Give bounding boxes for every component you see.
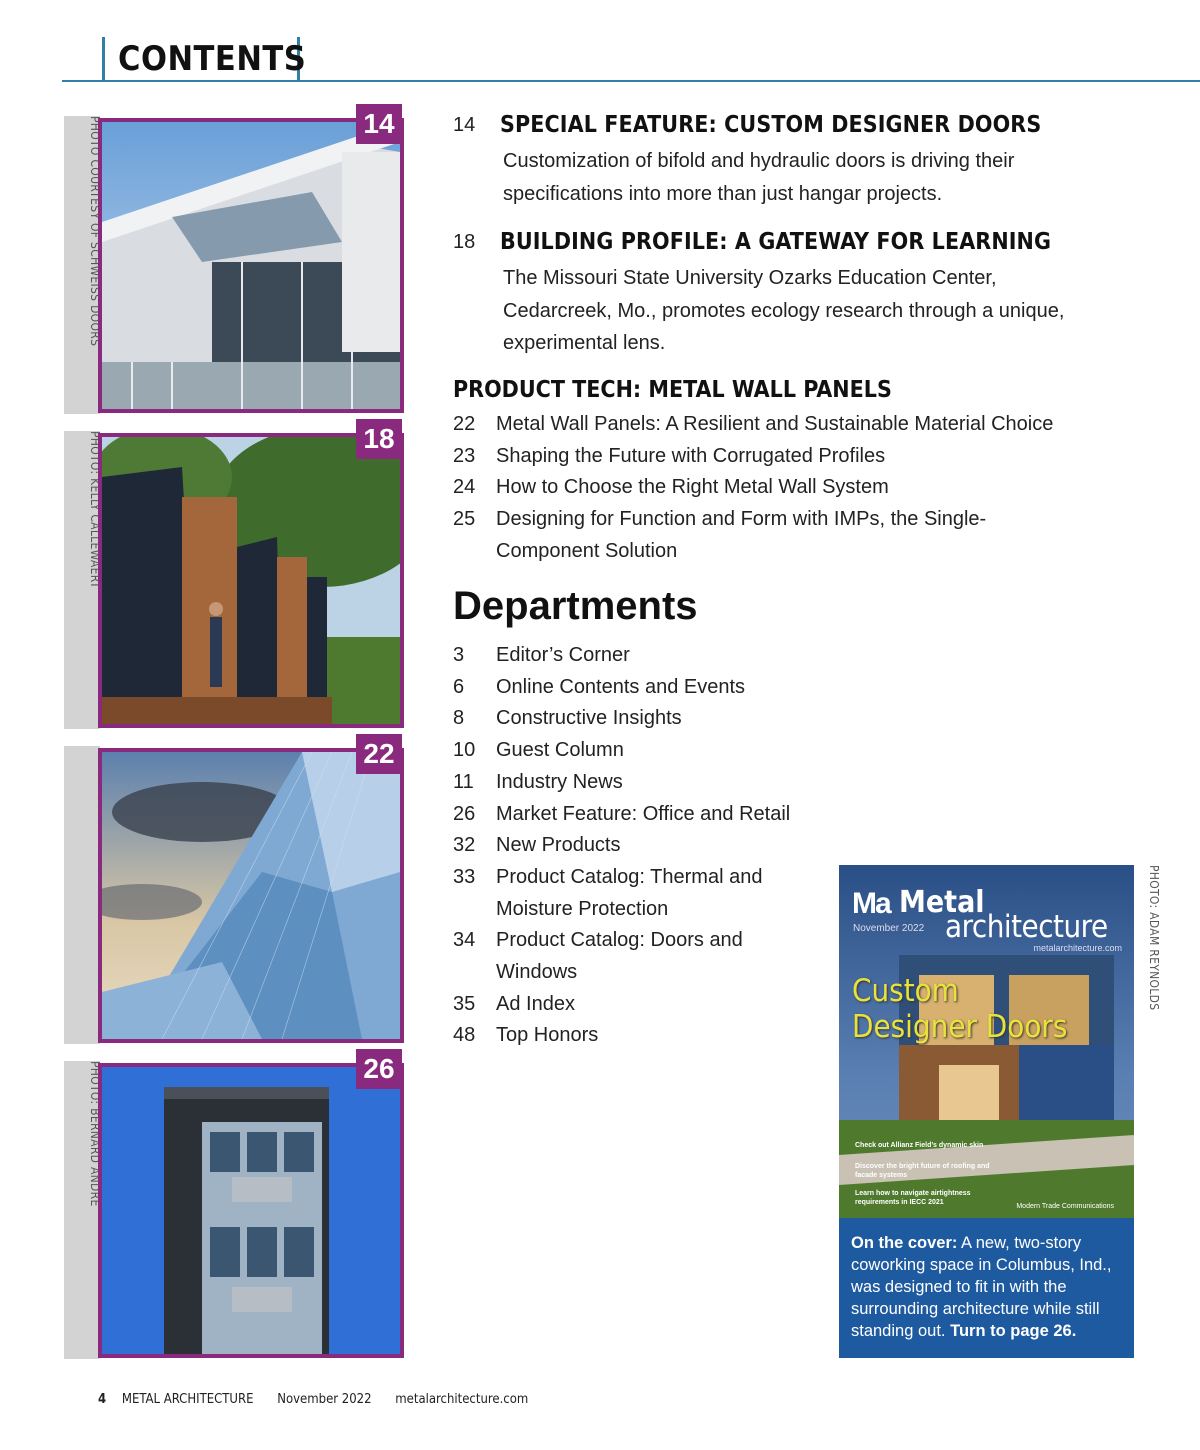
list-item[interactable]: 48 Top Honors (453, 1024, 599, 1047)
list-item[interactable]: 35 Ad Index (453, 992, 575, 1015)
list-item[interactable]: 33 Product Catalog: Thermal and Moisture Protection (453, 865, 763, 920)
departments-heading: Departments (453, 584, 698, 628)
cover-date: November 2022 (853, 923, 925, 934)
footer-issue: November 2022 (277, 1392, 372, 1407)
product-tech-heading: PRODUCT TECH: METAL WALL PANELS (453, 377, 892, 403)
page-badge: 26 (356, 1049, 402, 1089)
list-item[interactable]: 8 Constructive Insights (453, 707, 682, 730)
footer-website[interactable]: metalarchitecture.com (395, 1392, 529, 1407)
header-rule (62, 80, 1200, 82)
page-badge: 18 (356, 419, 402, 459)
feature-title[interactable]: BUILDING PROFILE: A GATEWAY FOR LEARNING (500, 229, 1052, 255)
list-item[interactable]: 25 Designing for Function and Form with IMPs, the Single- Component Solution (453, 508, 987, 562)
cover-publisher: Modern Trade Communications (1016, 1203, 1114, 1210)
cover-photo-credit: PHOTO: ADAM REYNOLDS (1147, 865, 1161, 1011)
feature-description: The Missouri State University Ozarks Education Center, Cedarcreek, Mo., promotes ecology research through a unique, experimental lens. (503, 267, 1065, 354)
list-item[interactable]: 10 Guest Column (453, 739, 624, 762)
thumbnail-image (98, 433, 404, 728)
photo-credit: PHOTO: KELLY CALLEWAERT (88, 431, 102, 589)
page-badge: 22 (356, 734, 402, 774)
turn-to-page-link[interactable]: Turn to page 26. (950, 1322, 1077, 1340)
thumbnail-22[interactable] (64, 738, 404, 1044)
list-item[interactable]: 23 Shaping the Future with Corrugated Profiles (453, 444, 886, 467)
thumbnail-14[interactable] (64, 108, 404, 414)
feature-description: Customization of bifold and hydraulic doors is driving their specifications into more than just hangar projects. (503, 150, 1015, 205)
list-item[interactable]: 26 Market Feature: Office and Retail (453, 802, 791, 825)
cover-teaser: Learn how to navigate airtightness requirements in IECC 2021 (855, 1190, 971, 1206)
thumbnail-image (98, 748, 404, 1043)
footer-page-number: 4 (98, 1392, 107, 1407)
cover-teaser: Check out Allianz Field’s dynamic skin (855, 1142, 984, 1149)
list-item[interactable]: 11 Industry News (453, 770, 623, 793)
feature-page-number: 18 (453, 231, 476, 253)
cover-image[interactable] (839, 865, 1134, 1218)
page-badge: 14 (356, 104, 402, 144)
photo-credit: PHOTO: BERNARD ANDRE (88, 1061, 102, 1207)
list-item[interactable]: 3 Editor’s Corner (453, 644, 630, 666)
feature-title[interactable]: SPECIAL FEATURE: CUSTOM DESIGNER DOORS (500, 112, 1042, 138)
photo-credit: PHOTO COURTESY OF SCHWEISS DOORS (88, 116, 102, 347)
cover-headline: Custom Designer Doors (852, 973, 1068, 1045)
list-item[interactable]: 24 How to Choose the Right Metal Wall System (453, 476, 889, 499)
page-title: CONTENTS (102, 37, 300, 81)
thumbnail-26[interactable] (64, 1053, 404, 1359)
product-tech-list (453, 409, 1133, 568)
footer-magazine: METAL ARCHITECTURE (121, 1392, 254, 1407)
cover-teaser: Discover the bright future of roofing and facade systems (855, 1163, 990, 1179)
list-item[interactable]: 22 Metal Wall Panels: A Resilient and Sustainable Material Choice (453, 413, 1054, 435)
thumbnail-18[interactable] (64, 423, 404, 729)
cover-logo-architecture: architecture (945, 909, 1108, 945)
cover-logo-ma: Ma (852, 887, 890, 920)
list-item[interactable]: 32 New Products (453, 834, 621, 857)
list-item[interactable]: 34 Product Catalog: Doors and Windows (453, 929, 743, 984)
cover-logo-metal: Metal (899, 885, 985, 920)
page-footer (98, 1392, 548, 1407)
cover-caption: On the cover: A new, two-story coworking space in Columbus, Ind., was designed to fit in with the surrounding architecture while still standing out. Turn to page 26. (839, 1218, 1134, 1358)
thumbnail-image (98, 118, 404, 413)
list-item[interactable]: 6 Online Contents and Events (453, 675, 746, 698)
credit-strip (64, 746, 100, 1044)
feature-page-number: 14 (453, 114, 476, 136)
departments-list (453, 640, 823, 1052)
thumbnail-image (98, 1063, 404, 1358)
cover-url: metalarchitecture.com (1033, 943, 1122, 953)
